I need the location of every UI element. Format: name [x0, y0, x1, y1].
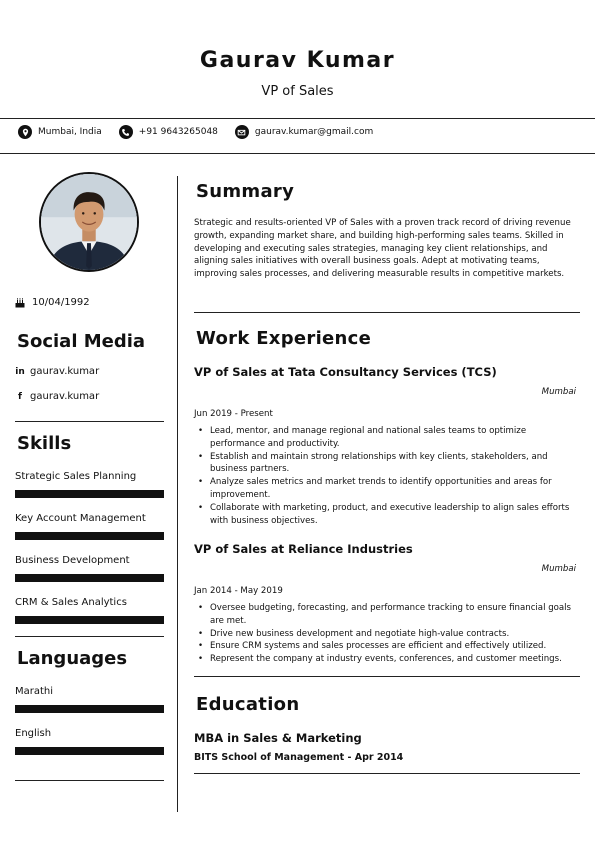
candidate-role: VP of Sales	[261, 84, 334, 99]
job-bullets	[194, 425, 580, 527]
section-divider	[194, 773, 580, 774]
work-experience-heading: Work Experience	[196, 328, 372, 349]
date-of-birth	[15, 297, 90, 308]
list-item: • Analyze sales metrics and market trends to identify opportunities and areas for improvement.	[194, 476, 580, 502]
contact-phone[interactable]	[119, 125, 218, 139]
sidebar-divider	[15, 421, 164, 422]
social-linkedin[interactable]	[15, 366, 99, 377]
section-divider	[194, 312, 580, 313]
languages-heading: Languages	[17, 648, 128, 669]
list-item: • Drive new business development and negotiate high-value contracts.	[194, 628, 580, 641]
location-pin-icon	[18, 125, 32, 139]
birthday-cake-icon	[15, 298, 25, 308]
sidebar-divider	[15, 780, 164, 781]
list-item: • Collaborate with marketing, product, and executive leadership to align sales efforts with business objectives.	[194, 502, 580, 528]
skills-heading: Skills	[17, 433, 72, 454]
skill-label: Strategic Sales Planning	[15, 471, 137, 482]
phone-text: +91 9643265048	[138, 127, 218, 137]
job-title: VP of Sales at Reliance Industries	[194, 542, 413, 556]
section-divider	[194, 676, 580, 677]
education-degree: MBA in Sales & Marketing	[194, 731, 362, 745]
skill-label: Business Development	[15, 555, 130, 566]
skill-level-bar	[15, 616, 164, 624]
skill-level-bar	[15, 574, 164, 582]
job-bullets	[194, 602, 580, 666]
contact-email[interactable]	[235, 125, 373, 139]
job-location: Mumbai	[541, 564, 576, 574]
resume-header	[0, 0, 595, 118]
contact-location	[18, 125, 102, 139]
dob-text: 10/04/1992	[32, 297, 90, 308]
summary-text: Strategic and results-oriented VP of Sales with a proven track record of driving revenue growth, expanding market share, and building high-performing sales teams. Skilled in developing and executing sales strategies, managing key client relationships, and aligning sales initiatives with overall business goals. Adept at motivating teams, improving sales processes, and delivering measurable results in competitive markets.	[194, 218, 571, 280]
contact-divider	[0, 153, 595, 154]
facebook-handle: gaurav.kumar	[30, 391, 100, 402]
list-item: • Ensure CRM systems and sales processes are efficient and effectively utilized.	[194, 640, 580, 653]
candidate-name: Gaurav Kumar	[199, 48, 396, 73]
skill-label: Key Account Management	[15, 513, 146, 524]
language-label: English	[15, 728, 52, 739]
facebook-icon: f	[18, 391, 22, 402]
skill-level-bar	[15, 532, 164, 540]
language-level-bar	[15, 747, 164, 755]
summary-heading: Summary	[196, 181, 295, 202]
linkedin-handle: gaurav.kumar	[30, 366, 100, 377]
job-dates: Jun 2019 - Present	[194, 409, 273, 419]
sidebar-divider	[15, 636, 164, 637]
education-heading: Education	[196, 694, 300, 715]
header-divider	[0, 118, 595, 119]
email-icon	[235, 125, 249, 139]
phone-icon	[119, 125, 133, 139]
list-item: • Represent the company at industry events, conferences, and customer meetings.	[194, 653, 580, 666]
profile-photo	[39, 172, 139, 272]
language-level-bar	[15, 705, 164, 713]
job-title: VP of Sales at Tata Consultancy Services (TCS)	[194, 365, 497, 379]
contact-bar	[18, 124, 390, 140]
social-facebook[interactable]	[15, 391, 99, 402]
list-item: • Lead, mentor, and manage regional and national sales teams to optimize performance and productivity.	[194, 425, 580, 451]
skill-level-bar	[15, 490, 164, 498]
list-item: • Establish and maintain strong relationships with key clients, stakeholders, and business partners.	[194, 451, 580, 477]
language-label: Marathi	[15, 686, 54, 697]
location-text: Mumbai, India	[38, 127, 102, 137]
job-location: Mumbai	[541, 387, 576, 397]
social-media-heading: Social Media	[17, 331, 146, 352]
list-item: • Oversee budgeting, forecasting, and performance tracking to ensure financial goals are met.	[194, 602, 580, 628]
column-divider	[177, 176, 178, 812]
linkedin-icon: in	[15, 366, 25, 377]
skill-label: CRM & Sales Analytics	[15, 597, 127, 608]
email-text: gaurav.kumar@gmail.com	[254, 127, 374, 137]
education-school: BITS School of Management - Apr 2014	[194, 752, 404, 763]
job-dates: Jan 2014 - May 2019	[194, 586, 283, 596]
